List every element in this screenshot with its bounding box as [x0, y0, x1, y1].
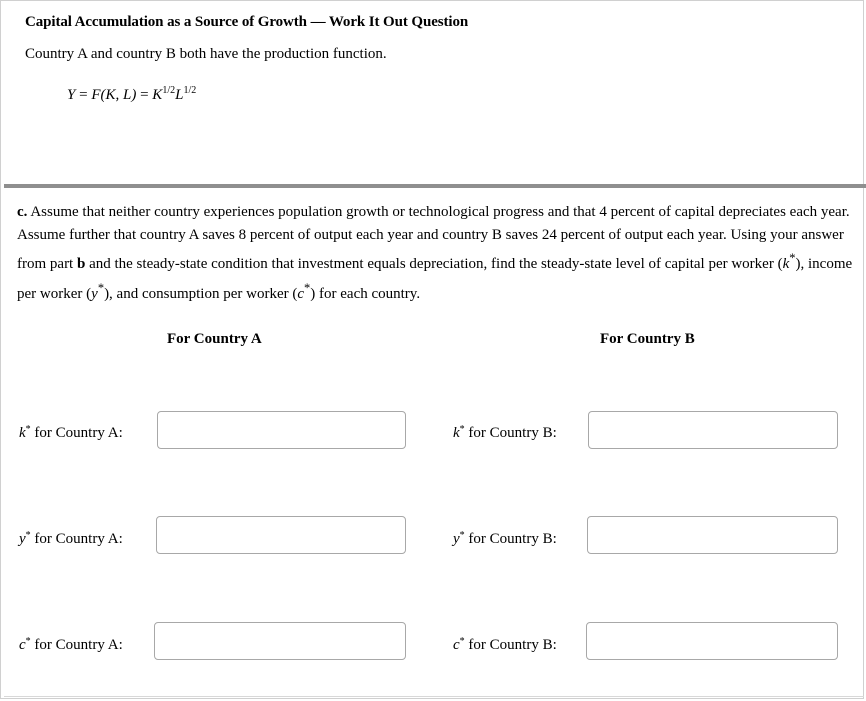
- intro-text: Country A and country B both have the production function.: [25, 46, 387, 62]
- column-header-country-b: For Country B: [600, 331, 695, 347]
- k-country-a-input[interactable]: [157, 411, 406, 449]
- y-country-a-input[interactable]: [156, 516, 406, 554]
- formula-output: Y: [67, 87, 76, 103]
- formula-equals-2: =: [136, 87, 153, 103]
- formula-labor: L: [175, 87, 184, 103]
- production-function-formula: [67, 85, 196, 104]
- formula-function: F: [91, 87, 101, 103]
- column-header-country-a: For Country A: [167, 331, 262, 347]
- k-country-a-label: k* for Country A:: [19, 424, 123, 441]
- formula-capital-exponent: 1/2: [162, 85, 176, 96]
- question-text: c. Assume that neither country experiences population growth or technological progress and that 4 percent of capital depreciates each year. Assume further that country A saves 8 percent of output each year and country B saves 24 percent of output each year. Using your answer from part b and the steady-state condition that investment equals depreciation, find the steady-state level of capital per worker (k*), income per worker (y*), and consumption per worker (c*) for each country.: [17, 204, 853, 302]
- formula-equals-1: =: [75, 87, 92, 103]
- c-country-b-label: c* for Country B:: [453, 636, 557, 653]
- formula-capital: K: [152, 87, 163, 103]
- part-b-reference: b: [76, 256, 86, 273]
- c-country-b-input[interactable]: [586, 622, 838, 660]
- k-country-b-label: k* for Country B:: [453, 424, 557, 441]
- page-title: Capital Accumulation as a Source of Growth — Work It Out Question: [25, 14, 469, 30]
- y-country-b-input[interactable]: [587, 516, 838, 554]
- c-country-a-input[interactable]: [154, 622, 406, 660]
- k-country-b-input[interactable]: [588, 411, 838, 449]
- y-country-b-label: y* for Country B:: [453, 530, 557, 547]
- formula-labor-exponent: 1/2: [183, 85, 197, 96]
- c-country-a-label: c* for Country A:: [19, 636, 123, 653]
- formula-args: (K, L): [100, 87, 137, 103]
- section-divider: [4, 184, 866, 188]
- part-label: c.: [17, 204, 28, 220]
- y-country-a-label: y* for Country A:: [19, 530, 123, 547]
- bottom-divider: [4, 696, 864, 697]
